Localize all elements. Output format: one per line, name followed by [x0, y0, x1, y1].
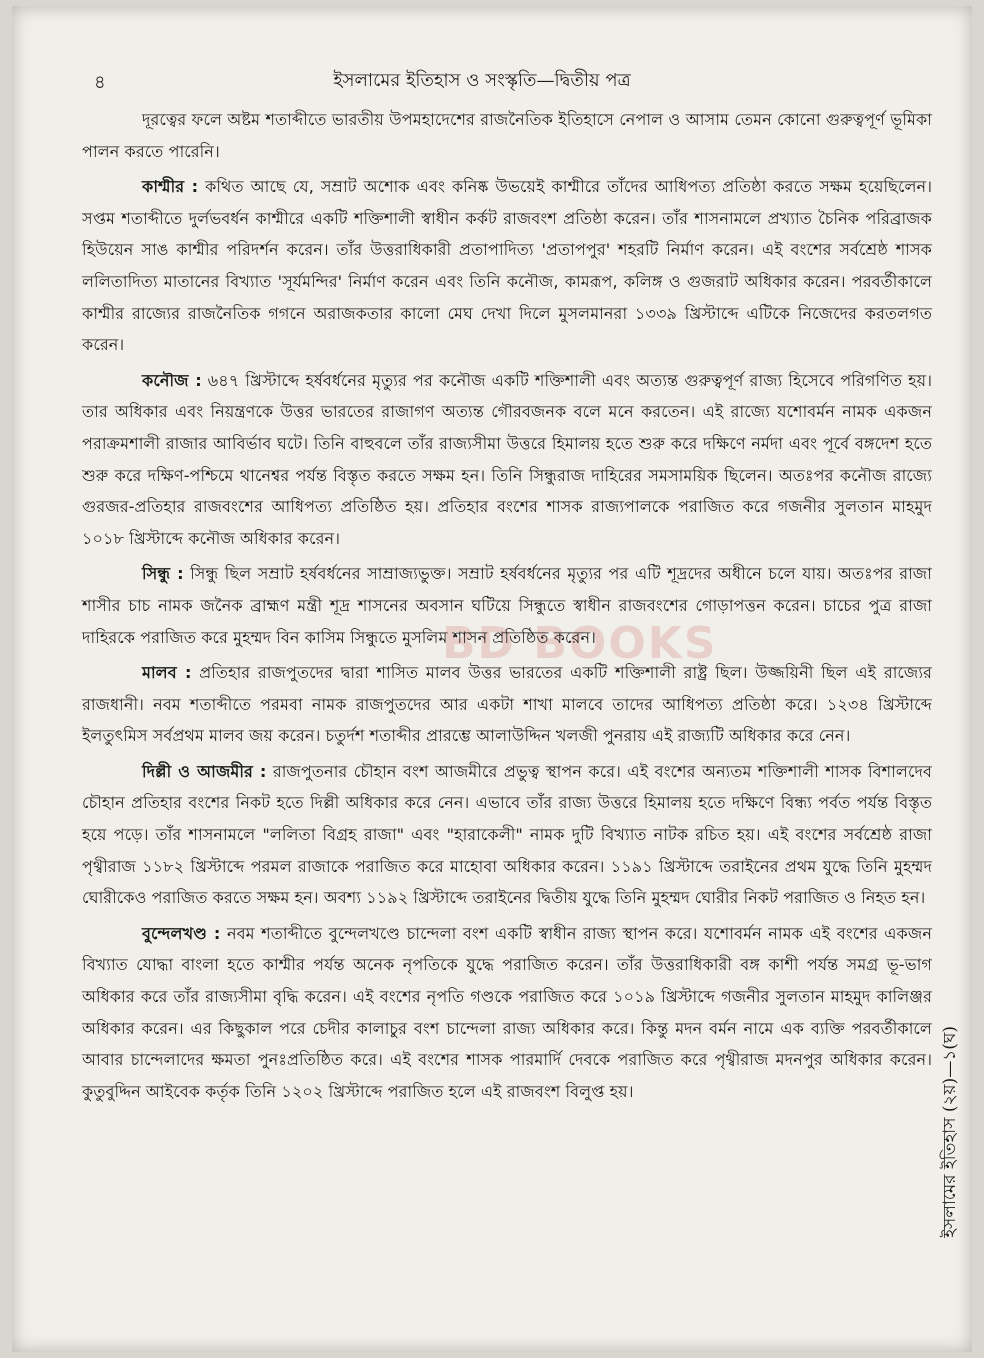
paragraph-text: নবম শতাব্দীতে বুন্দেলখণ্ডে চান্দেলা বংশ একটি স্বাধীন রাজ্য স্থাপন করে। যশোবর্মন নামক এই বংশের একজন বিখ্যাত যোদ্ধা বাংলা হতে কাশ্মীর পর্যন্ত অনেক নৃপতিকে যুদ্ধে পরাজিত করেন। তাঁর উত্তরাধিকারী বঙ্গ কাশী পর্যন্ত সমগ্র ভূ-ভাগ অধিকার করে তাঁর রাজ্যসীমা বৃদ্ধি করেন। এই বংশের নৃপতি গণ্ডকে পরাজিত করে ১০১৯ খ্রিস্টাব্দে গজনীর সুলতান মাহমুদ কালিঞ্জর অধিকার করেন। এর কিছুকাল পরে চেদীর কালাচুর বংশ চান্দেলা রাজ্য অধিকার করে। কিন্তু মদন বর্মন নামে এক ব্যক্তি পরবর্তীকালে আবার চান্দেলাদের ক্ষমতা পুনঃপ্রতিষ্ঠিত করে। এই বংশের শাসক পারমার্দি দেবকে পরাজিত করে পৃথ্বীরাজ মদনপুর অধিকার করেন। কুতুবুদ্দিন আইবেক কর্তৃক তিনি ১২০২ খ্রিস্টাব্দে পরাজিত হলে এই রাজবংশ বিলুপ্ত হয়। — [82, 923, 932, 1101]
paragraph — [82, 918, 932, 1108]
paragraph-term: কাশ্মীর : — [142, 177, 199, 197]
paragraph — [82, 657, 932, 752]
paragraph-text: সিন্ধু ছিল সম্রাট হর্ষবর্ধনের সাম্রাজ্যভুক্ত। সম্রাট হর্ষবর্ধনের মৃত্যুর পর এটি শূদ্রদের অধীনে চলে যায়। অতঃপর রাজা শাসীর চাচ নামক জনৈক ব্রাহ্মণ মন্ত্রী শূদ্র শাসনের অবসান ঘটিয়ে সিন্ধুতে স্বাধীন রাজবংশের গোড়াপত্তন করেন। চাচের পুত্র রাজা দাহিরকে পরাজিত করে মুহম্মদ বিন কাসিম সিন্ধুতে মুসলিম শাসন প্রতিষ্ঠিত করেন। — [82, 564, 932, 647]
side-section-label: ইসলামের ইতিহাস (২য়)—১(ঘ) — [940, 1026, 960, 1238]
book-page — [12, 6, 972, 1352]
paragraph-text: রাজপুতনার চৌহান বংশ আজমীরে প্রভুত্ব স্থাপন করে। এই বংশের অন্যতম শক্তিশালী শাসক বিশালদেব চৌহান প্রতিহার বংশের নিকট হতে দিল্লী অধিকার করে নেন। এভাবে তাঁর রাজ্য উত্তরে হিমালয় হতে দক্ষিণে বিন্ধ্য পর্বত পর্যন্ত বিস্তৃত হয়ে পড়ে। তাঁর শাসনামলে "ললিতা বিগ্রহ রাজা" এবং "হারাকেলী" নামক দুটি বিখ্যাত নাটক রচিত হয়। এই বংশের সর্বশ্রেষ্ঠ রাজা পৃথ্বীরাজ ১১৮২ খ্রিস্টাব্দে পরমল রাজাকে পরাজিত করে মাহোবা অধিকার করেন। ১১৯১ খ্রিস্টাব্দে তরাইনের প্রথম যুদ্ধে তিনি মুহম্মদ ঘোরীকেও পরাজিত করতে সক্ষম হন। অবশ্য ১১৯২ খ্রিস্টাব্দে তরাইনের দ্বিতীয় যুদ্ধে তিনি মুহম্মদ ঘোরীর নিকট পরাজিত ও নিহত হন। — [82, 761, 933, 908]
paragraph-term: দিল্লী ও আজমীর : — [142, 761, 267, 781]
paragraph — [82, 365, 932, 555]
paragraph — [82, 104, 932, 167]
paragraph — [82, 756, 932, 914]
paragraph-text: কথিত আছে যে, সম্রাট অশোক এবং কনিষ্ক উভয়েই কাশ্মীরে তাঁদের আধিপত্য প্রতিষ্ঠা করতে সক্ষম হয়েছিলেন। সপ্তম শতাব্দীতে দুর্লভবর্ধন কাশ্মীরে একটি শক্তিশালী স্বাধীন কর্কট রাজবংশ প্রতিষ্ঠা করেন। তাঁর শাসনামলে প্রখ্যাত চৈনিক পরিব্রাজক হিউয়েন সাঙ কাশ্মীর পরিদর্শন করেন। তাঁর উত্তরাধিকারী প্রতাপাদিত্য 'প্রতাপপুর' শহরটি নির্মাণ করেন। এই বংশের সর্বশ্রেষ্ঠ শাসক ললিতাদিত্য মাতানের বিখ্যাত 'সূর্যমন্দির' নির্মাণ করেন এবং তিনি কনৌজ, কামরূপ, কলিঙ্গ ও গুজরাট অধিকার করেন। পরবর্তীকালে কাশ্মীর রাজ্যের রাজনৈতিক গগনে অরাজকতার কালো মেঘ দেখা দিলে মুসলমানরা ১৩৩৯ খ্রিস্টাব্দে এটিকে নিজেদের করতলগত করেন। — [82, 177, 932, 355]
paragraph — [82, 171, 932, 361]
paragraph-term: বুন্দেলখণ্ড : — [142, 923, 221, 943]
paragraph-term: সিন্ধু : — [142, 564, 184, 584]
paragraph-text: প্রতিহার রাজপুতদের দ্বারা শাসিত মালব উত্তর ভারতের একটি শক্তিশালী রাষ্ট্র ছিল। উজ্জয়িনী ছিল এই রাজ্যের রাজধানী। নবম শতাব্দীতে পরমবা নামক রাজপুতদের আর একটা শাখা মালবে তাদের আধিপত্য প্রতিষ্ঠা করে। ১২৩৪ খ্রিস্টাব্দে ইলতুৎমিস সর্বপ্রথম মালব জয় করেন। চতুর্দশ শতাব্দীর প্রারম্ভে আলাউদ্দিন খলজী পুনরায় এই রাজ্যটি অধিকার করে নেন। — [82, 663, 932, 746]
paragraph-text: ৬৪৭ খ্রিস্টাব্দে হর্ষবর্ধনের মৃত্যুর পর কনৌজ একটি শক্তিশালী এবং অত্যন্ত গুরুত্বপূর্ণ রাজ্য হিসেবে পরিগণিত হয়। তার অধিকার এবং নিয়ন্ত্রণকে উত্তর ভারতের রাজাগণ অত্যন্ত গৌরবজনক বলে মনে করতেন। এই রাজ্যে যশোবর্মন নামক একজন পরাক্রমশালী রাজার আবির্ভাব ঘটে। তিনি বাহুবলে তাঁর রাজ্যসীমা উত্তরে হিমালয় হতে শুরু করে দক্ষিণে নর্মদা এবং পূর্বে বঙ্গদেশ হতে শুরু করে দক্ষিণ-পশ্চিমে থানেশ্বর পর্যন্ত বিস্তৃত করতে সক্ষম হন। তিনি সিন্ধুরাজ দাহিরের সমসাময়িক ছিলেন। অতঃপর কনৌজ রাজ্যে গুরজর-প্রতিহার রাজবংশের আধিপত্য প্রতিষ্ঠিত হয়। প্রতিহার বংশের শাসক রাজ্যপালকে পরাজিত করে গজনীর সুলতান মাহমুদ ১০১৮ খ্রিস্টাব্দে কনৌজ অধিকার করেন। — [82, 370, 932, 548]
paragraph — [82, 558, 932, 653]
page-number: ৪ — [94, 72, 106, 93]
running-title: ইসলামের ইতিহাস ও সংস্কৃতি—দ্বিতীয় পত্র — [333, 70, 631, 91]
body-text — [82, 104, 932, 1107]
paragraph-text: দূরত্বের ফলে অষ্টম শতাব্দীতে ভারতীয় উপমহাদেশের রাজনৈতিক ইতিহাসে নেপাল ও আসাম তেমন কোনো গুরুত্বপূর্ণ ভূমিকা পালন করতে পারেনি। — [82, 110, 932, 161]
paragraph-term: মালব : — [142, 663, 192, 683]
page-header — [72, 64, 892, 94]
watermark: BD BOOKS — [442, 618, 718, 669]
paragraph-term: কনৌজ : — [142, 370, 202, 390]
